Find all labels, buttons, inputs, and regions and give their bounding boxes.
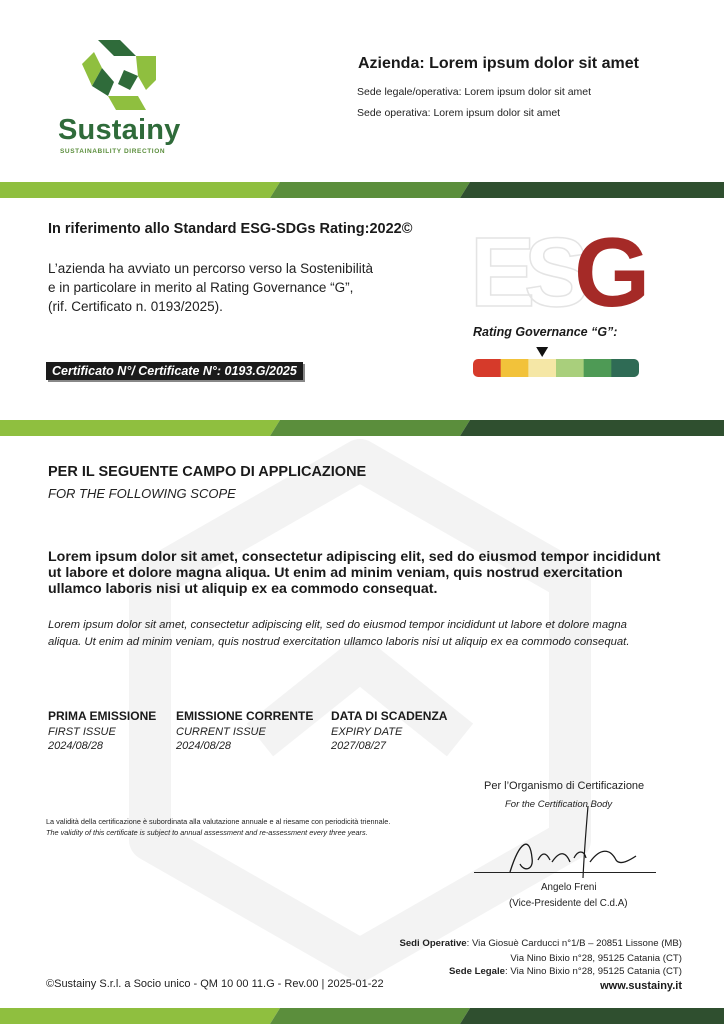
rating-scale-segment bbox=[584, 359, 612, 377]
standard-body-line: (rif. Certificato n. 0193/2025). bbox=[48, 299, 223, 314]
scope-line: aliqua. Ut enim ad minim veniam, quis nostrud exercitation ullamco laboris nisi ut aliquip ex ea commodo consequat. bbox=[48, 636, 630, 648]
rating-scale-segment bbox=[556, 359, 584, 377]
decorative-band-top bbox=[0, 182, 724, 198]
rating-scale bbox=[473, 347, 639, 379]
date-sub: FIRST ISSUE bbox=[48, 726, 116, 738]
rating-scale-segment bbox=[473, 359, 501, 377]
validity-note-en: The validity of this certificate is subject to annual assessment and re-assessment every three years. bbox=[46, 828, 368, 837]
standard-body bbox=[48, 259, 373, 316]
legal-address bbox=[449, 966, 682, 977]
date-sub: CURRENT ISSUE bbox=[176, 726, 266, 738]
handwritten-signature bbox=[480, 800, 650, 882]
certificate-number: Certificato N°/ Certificate N°: 0193.G/2025 bbox=[46, 362, 303, 380]
legal-label: Sede Legale bbox=[449, 966, 506, 977]
date-expiry bbox=[331, 709, 447, 752]
scope-line: ut labore et dolore magna aliqua. Ut enim ad minim veniam, quis nostrud exercitation bbox=[48, 565, 623, 581]
scope-description-en bbox=[48, 617, 688, 651]
esg-letter-g: G bbox=[574, 217, 651, 327]
scope-line: ullamco laboris nisi ut aliquip ex ea commodo consequat. bbox=[48, 581, 438, 597]
date-value: 2024/08/28 bbox=[48, 740, 104, 752]
esg-letters bbox=[470, 217, 651, 327]
certification-body-label: Per l’Organismo di Certificazione bbox=[484, 780, 645, 792]
brand-name: Sustainy bbox=[58, 114, 181, 146]
scope-description-it bbox=[48, 549, 688, 597]
operative-address-2: Via Nino Bixio n°28, 95125 Catania (CT) bbox=[510, 953, 682, 964]
date-first-issue bbox=[48, 709, 156, 752]
company-name: Azienda: Lorem ipsum dolor sit amet bbox=[358, 55, 639, 72]
validity-note-it: La validità della certificazione è subordinata alla valutazione annuale e al riesame con periodicità triennale. bbox=[46, 817, 391, 826]
operative-address-text: : Via Giosuè Carducci n°1/B – 20851 Lissone (MB) bbox=[466, 938, 682, 949]
standard-body-line: e in particolare in merito al Rating Governance “G”, bbox=[48, 280, 354, 295]
date-head: PRIMA EMISSIONE bbox=[48, 709, 157, 723]
scope-title: PER IL SEGUENTE CAMPO DI APPLICAZIONE bbox=[48, 464, 367, 480]
signature-line bbox=[474, 872, 656, 873]
rating-marker-icon bbox=[536, 347, 548, 357]
copyright: ©Sustainy S.r.l. a Socio unico - QM 10 00 11.G - Rev.00 | 2025-01-22 bbox=[46, 978, 384, 990]
rating-label: Rating Governance “G”: bbox=[473, 325, 618, 339]
date-value: 2027/08/27 bbox=[331, 740, 387, 752]
scope-line: Lorem ipsum dolor sit amet, consectetur adipiscing elit, sed do eiusmod tempor incididunt ut labore et dolore magna bbox=[48, 619, 627, 631]
standard-title: In riferimento allo Standard ESG-SDGs Rating:2022© bbox=[48, 221, 413, 237]
date-head: DATA DI SCADENZA bbox=[331, 709, 448, 723]
date-sub: EXPIRY DATE bbox=[331, 726, 403, 738]
operative-address bbox=[399, 938, 682, 949]
esg-letter-e: E bbox=[470, 217, 536, 327]
legal-address-text: : Via Nino Bixio n°28, 95125 Catania (CT) bbox=[505, 966, 682, 977]
sede-operativa: Sede operativa: Lorem ipsum dolor sit amet bbox=[357, 107, 561, 119]
sede-legale: Sede legale/operativa: Lorem ipsum dolor sit amet bbox=[357, 86, 592, 98]
signer-name: Angelo Freni bbox=[541, 882, 597, 893]
scope-line: Lorem ipsum dolor sit amet, consectetur adipiscing elit, sed do eiusmod tempor incididunt bbox=[48, 549, 661, 565]
date-current-issue bbox=[176, 709, 313, 752]
rating-scale-segment bbox=[528, 359, 556, 377]
certification-body-label-en: For the Certification Body bbox=[505, 799, 613, 810]
date-head: EMISSIONE CORRENTE bbox=[176, 709, 314, 723]
rating-scale-segment bbox=[611, 359, 639, 377]
website-link[interactable]: www.sustainy.it bbox=[600, 980, 682, 992]
standard-body-line: L’azienda ha avviato un percorso verso la Sostenibilità bbox=[48, 261, 373, 276]
signer-role: (Vice-Presidente del C.d.A) bbox=[509, 898, 628, 909]
decorative-band-bottom bbox=[0, 1008, 724, 1024]
date-value: 2024/08/28 bbox=[176, 740, 232, 752]
esg-letter-s: S bbox=[524, 217, 590, 327]
decorative-band-middle bbox=[0, 420, 724, 436]
rating-scale-segment bbox=[501, 359, 529, 377]
brand-tagline: SUSTAINABILITY DIRECTION bbox=[60, 148, 166, 155]
sustainy-logo-icon bbox=[80, 36, 158, 114]
operative-label: Sedi Operative bbox=[399, 938, 467, 949]
scope-subtitle: FOR THE FOLLOWING SCOPE bbox=[48, 486, 236, 501]
